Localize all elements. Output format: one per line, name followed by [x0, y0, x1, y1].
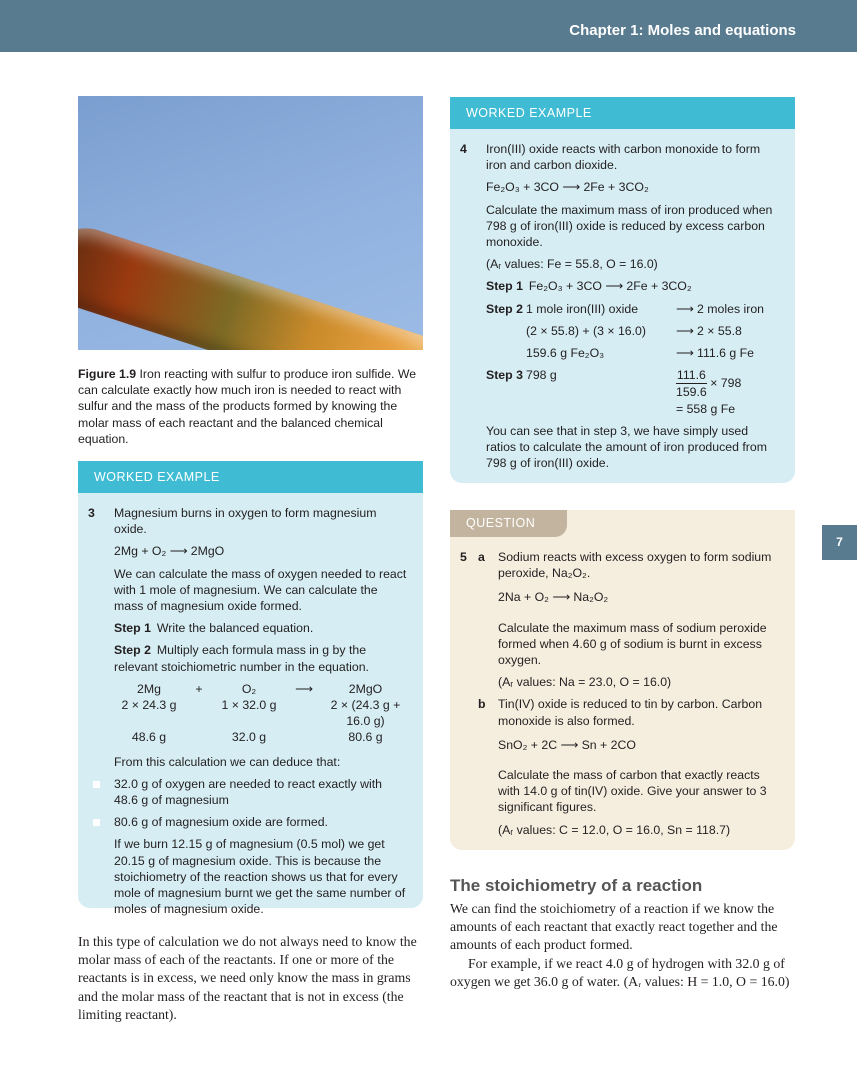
bullet-icon: [88, 814, 114, 836]
question-task: Calculate the mass of carbon that exactly reacts with 14.0 g of tin(IV) oxide. Give your answer to 3 significant figures.: [498, 768, 767, 815]
section-heading: The stoichiometry of a reaction: [450, 876, 703, 895]
body-paragraph: In this type of calculation we do not always need to know the molar mass of each of the reactants. If one or more of the reactants is in excess, we need only know the mass in grams and the molar mass of the reactant that is not in excess (the limiting reactant).: [78, 934, 417, 1022]
table-cell: 2MgO: [348, 681, 383, 696]
table-cell: 48.6 g: [131, 730, 167, 745]
question-box: [450, 510, 795, 850]
table-cell: [284, 729, 324, 745]
paragraph: From this calculation we can deduce that:: [114, 754, 341, 769]
table-cell: O₂: [241, 681, 257, 696]
question-number: 5: [460, 550, 467, 564]
chapter-title: Chapter 1: Moles and equations: [569, 22, 796, 39]
table-cell: +: [195, 681, 203, 696]
paragraph: Calculate the maximum mass of iron produced when 798 g of iron(III) oxide is reduced by excess carbon monoxide.: [486, 202, 773, 250]
table-cell: [184, 697, 214, 729]
step-label: Step 2: [114, 643, 151, 658]
body-paragraph: For example, if we react 4.0 g of hydrogen with 32.0 g of oxygen we get 36.0 g of water. (Aᵣ values: H = 1.0, O = 16.0): [450, 955, 790, 989]
paragraph: You can see that in step 3, we have simply used ratios to calculate the amount of iron produced from 798 g of iron(III) oxide.: [486, 423, 767, 471]
part-label: b: [478, 697, 486, 712]
figure-label: Figure 1.9: [78, 367, 137, 381]
step2-rows: [526, 301, 779, 362]
page-number: 7: [822, 525, 857, 560]
step2-cell: ⟶ 111.6 g Fe: [676, 346, 755, 361]
table-cell: [184, 729, 214, 745]
fraction-denominator: 159.6: [676, 385, 707, 400]
intro: Iron(III) oxide reacts with carbon monoxide to form iron and carbon dioxide.: [486, 142, 761, 173]
step-text: Multiply each formula mass in g by the relevant stoichiometric number in the equation.: [114, 643, 369, 674]
example-number: 4: [460, 142, 467, 156]
bullet-icon: [88, 776, 114, 814]
step-label: Step 3: [486, 368, 523, 383]
table-cell: 1 × 32.0 g: [221, 698, 277, 713]
step2-cell: ⟶ 2 × 55.8: [676, 323, 742, 338]
step2-cell: (2 × 55.8) + (3 × 16.0): [526, 323, 646, 338]
worked-example-3: [78, 461, 423, 917]
table-cell: 32.0 g: [231, 730, 267, 745]
step-text: Fe₂O₃ + 3CO ⟶ 2Fe + 3CO₂: [528, 279, 692, 294]
step-label: Step 2: [486, 301, 523, 316]
caption-text: Iron reacting with sulfur to produce iron sulfide. We can calculate exactly how much iron is needed to react with sulfur and the mass of the products formed by knowing the molar mass of each reactant and the balanced chemical equation.: [78, 367, 417, 446]
step-label: Step 1: [486, 279, 523, 294]
figure-photo: [78, 96, 423, 350]
multiplier: × 798: [710, 376, 742, 391]
test-tube: [78, 218, 423, 350]
ar-values: (Aᵣ values: Na = 23.0, O = 16.0): [498, 675, 672, 690]
table-cell: 80.6 g: [348, 730, 383, 745]
step-text: Write the balanced equation.: [156, 621, 314, 636]
question-text: Tin(IV) oxide is reduced to tin by carbon. Carbon monoxide is also formed.: [498, 697, 763, 728]
ar-values: (Aᵣ values: Fe = 55.8, O = 16.0): [486, 257, 658, 272]
paragraph: If we burn 12.15 g of magnesium (0.5 mol) we get 20.15 g of magnesium oxide. This is because the stoichiometry of the reaction shows us that for every mole of magnesium burnt we get the same number of moles of magnesium oxide.: [114, 837, 406, 917]
step2-cell: 159.6 g Fe₂O₃: [526, 346, 605, 361]
table-cell: 2 × 24.3 g: [121, 698, 177, 713]
table-cell: [284, 697, 324, 729]
chapter-header: [0, 0, 857, 52]
worked-example-4: [450, 97, 795, 483]
equation: SnO₂ + 2C ⟶ Sn + 2CO: [498, 737, 636, 752]
step-text: 798 g: [526, 368, 557, 383]
figure-caption: [78, 366, 423, 447]
box-heading: WORKED EXAMPLE: [450, 97, 795, 129]
table-cell: 2 × (24.3 g + 16.0 g): [330, 698, 401, 729]
table-cell: 2Mg: [137, 681, 161, 696]
question-text: Sodium reacts with excess oxygen to form sodium peroxide, Na₂O₂.: [498, 550, 772, 581]
part-label: a: [478, 550, 485, 564]
table-cell: ⟶: [295, 681, 313, 696]
result: = 558 g Fe: [676, 401, 736, 416]
section: [450, 876, 795, 991]
question-task: Calculate the maximum mass of sodium peroxide formed when 4.60 g of sodium is burnt in excess oxygen.: [498, 620, 767, 668]
step2-cell: 1 mole iron(III) oxide: [526, 301, 639, 316]
box-heading: WORKED EXAMPLE: [78, 461, 423, 493]
equation: Fe₂O₃ + 3CO ⟶ 2Fe + 3CO₂: [486, 180, 649, 195]
equation: 2Na + O₂ ⟶ Na₂O₂: [498, 590, 609, 605]
ar-values: (Aᵣ values: C = 12.0, O = 16.0, Sn = 118.7): [498, 822, 731, 837]
box-heading: QUESTION: [450, 510, 567, 537]
calculation-table: [114, 681, 407, 746]
fraction-numerator: 111.6: [676, 367, 707, 384]
step-label: Step 1: [114, 621, 151, 636]
bullet-text: 32.0 g of oxygen are needed to react exactly with 48.6 g of magnesium: [114, 776, 382, 808]
step2-cell: ⟶ 2 moles iron: [676, 301, 765, 316]
body-paragraph: We can find the stoichiometry of a reaction if we know the amounts of each reactant that exactly react together and the amounts of each product formed.: [450, 901, 778, 953]
example-number: 3: [88, 506, 95, 520]
paragraph: We can calculate the mass of oxygen needed to react with 1 mole of magnesium. We can calculate the mass of magnesium oxide formed.: [114, 566, 407, 614]
bullet-text: 80.6 g of magnesium oxide are formed.: [114, 815, 328, 830]
equation: 2Mg + O₂ ⟶ 2MgO: [114, 544, 225, 559]
intro: Magnesium burns in oxygen to form magnesium oxide.: [114, 506, 377, 537]
